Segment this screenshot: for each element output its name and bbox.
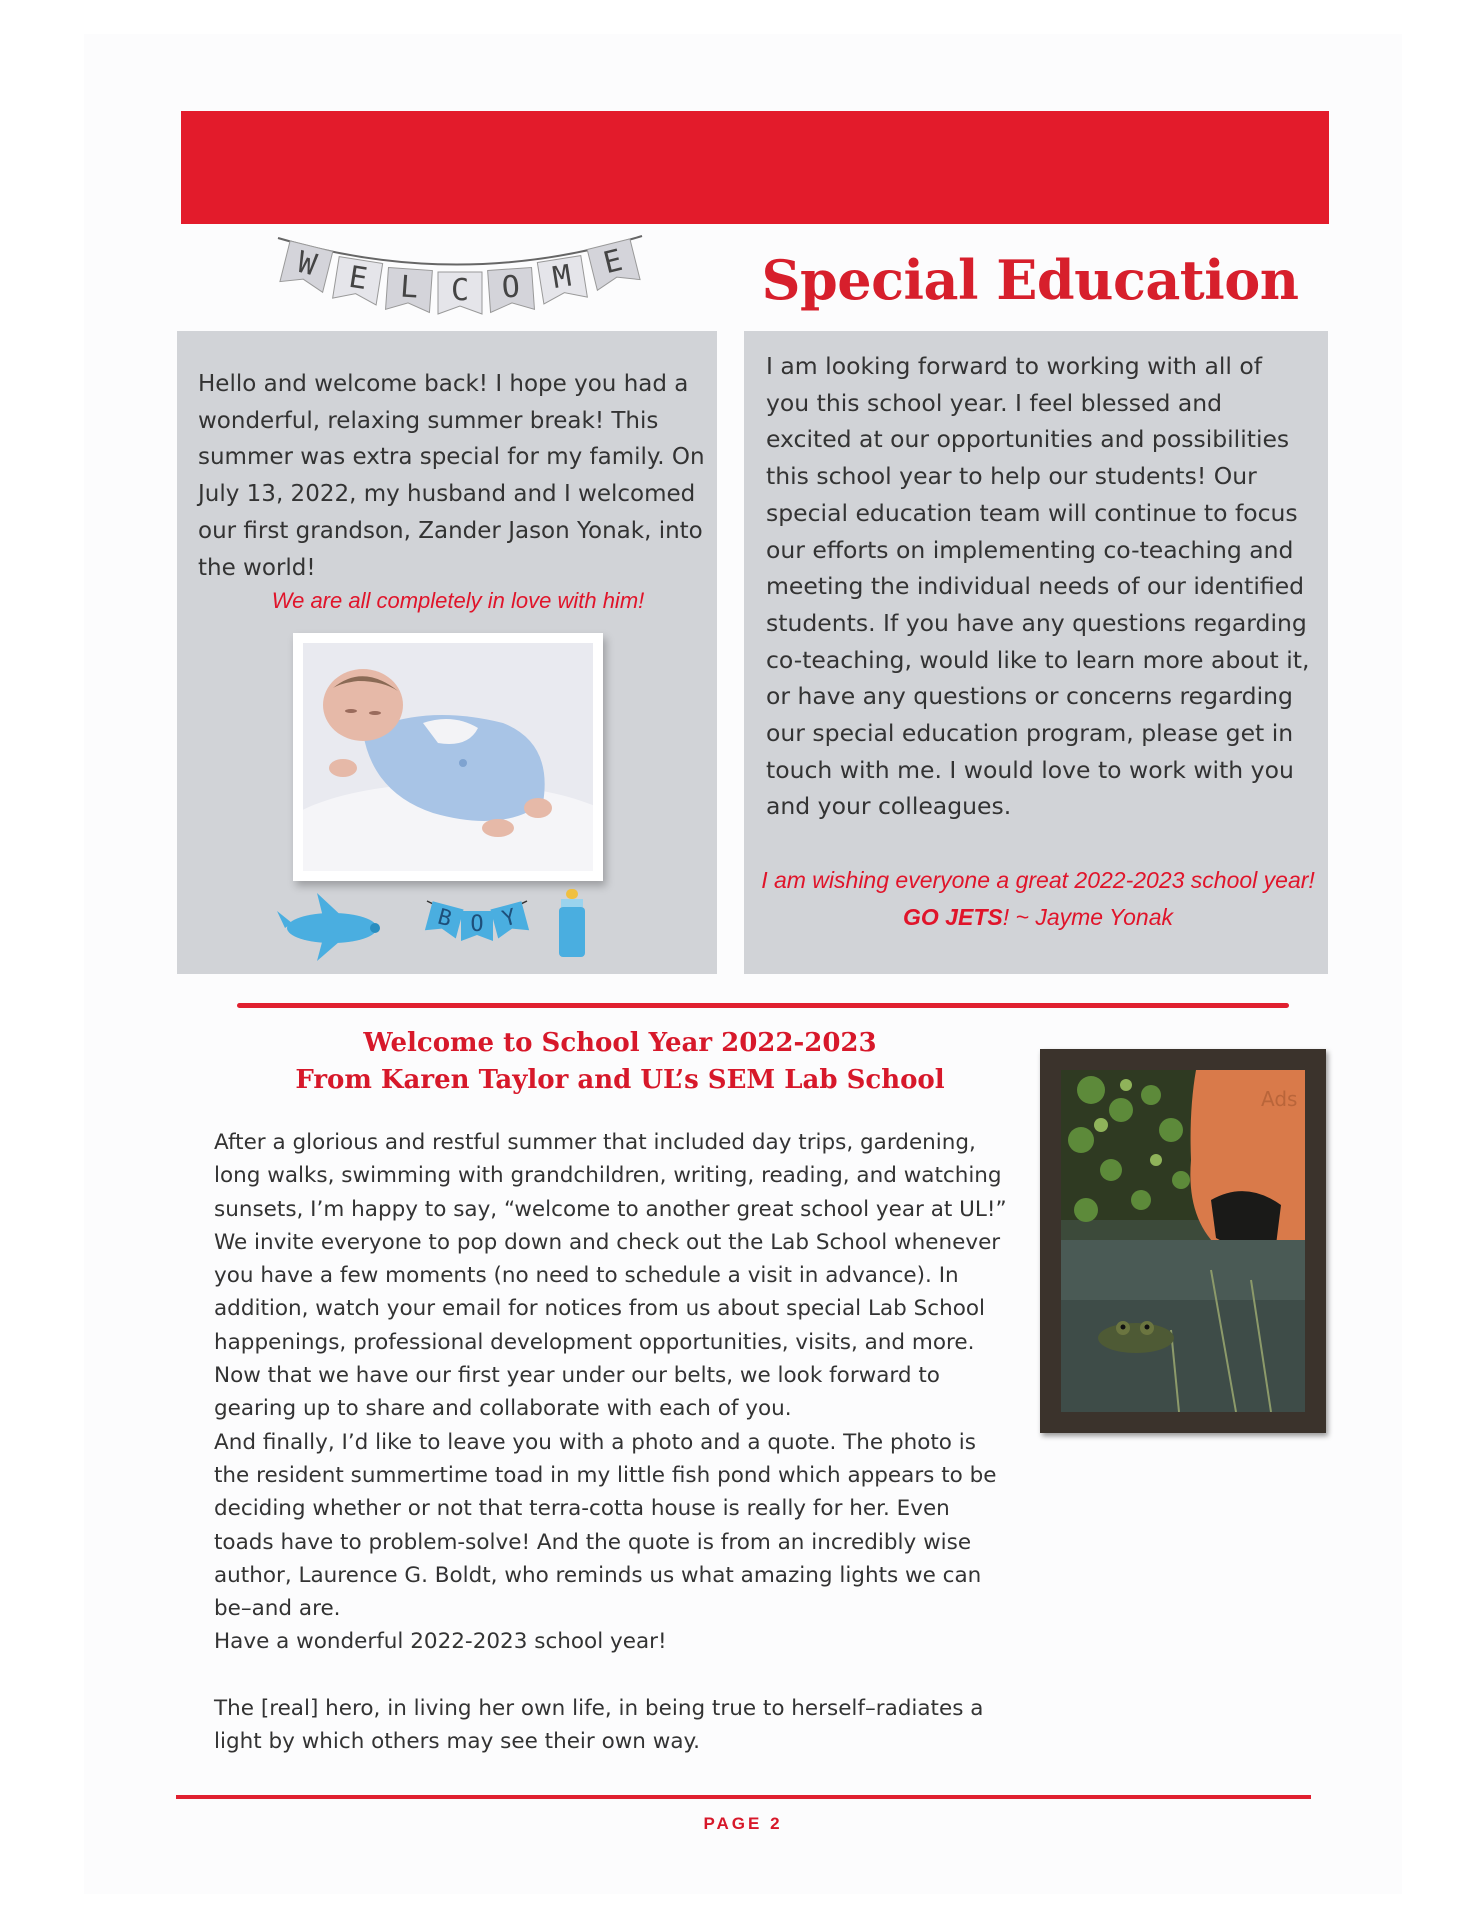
boy-letter: B — [434, 904, 455, 933]
banner-letter: E — [600, 242, 627, 282]
grandson-photo — [293, 633, 603, 881]
footer-divider — [176, 1795, 1311, 1799]
header-red-band — [181, 111, 1329, 224]
welcome-note: We are all completely in love with him! — [271, 588, 645, 613]
article-quote: The [real] hero, in living her own life, in being true to herself–radiates a light by which others may see their own way. — [214, 1695, 984, 1755]
banner-letter: W — [293, 244, 320, 284]
welcome-paragraph: Hello and welcome back! I hope you had a wonderful, relaxing summer break! This summer was extra special for my family. On July 13, 2022, my husband and I welcomed our first grandson, Zander Jason Yonak, into the world! — [198, 371, 705, 581]
signoff-author: ! ~ Jayme Yonak — [1002, 903, 1173, 930]
baby-bottle-icon — [559, 889, 585, 957]
toad-photo — [1061, 1070, 1305, 1412]
article-paragraph-1: After a glorious and restful summer that included day trips, gardening, long walks, swimming with grandchildren, writing, reading, and watching sunsets, I’m happy to say, “welcome to another great school year at UL!” We invite everyone to pop down and check out the Lab School whenever you have a few moments (no need to schedule a visit in advance). In addition, watch your email for notices from us about special Lab School happenings, professional development opportunities, visits, and more. Now that we have our first year under our belts, we look forward to gearing up to share and collaborate with each of you. — [214, 1130, 1007, 1422]
banner-letter: C — [450, 273, 470, 308]
boy-letter: Y — [499, 904, 520, 933]
boy-letter: O — [470, 912, 484, 937]
section-divider — [237, 1003, 1289, 1008]
special-ed-paragraph: I am looking forward to working with all of you this school year. I feel blessed and excited at our opportunities and possibilities this school year to help our students! Our special education team will continue to focus our efforts on implementing co-teaching and meeting the individual needs of our identified students. If you have any questions regarding co-teaching, would like to learn more about it, or have any questions or concerns regarding our special education program, please get in touch with me. I would love to work with you and your colleagues. — [766, 352, 1310, 821]
pot-text: Ads — [1261, 1087, 1298, 1111]
page-title: Special Education — [761, 248, 1299, 312]
special-ed-signoff — [760, 862, 1316, 935]
go-jets-text: GO JETS — [903, 903, 1003, 930]
page-number: PAGE 2 — [703, 1814, 783, 1833]
welcome-banner-graphic — [270, 232, 650, 322]
banner-letter: L — [398, 269, 420, 306]
welcome-banner — [270, 232, 650, 322]
article-title-line-1: Welcome to School Year 2022-2023 — [363, 1028, 877, 1058]
article-paragraph-3: Have a wonderful 2022-2023 school year! — [214, 1629, 667, 1655]
banner-letter: E — [346, 259, 370, 298]
article-title-line-2: From Karen Taylor and UL’s SEM Lab School — [295, 1065, 945, 1095]
article-title — [230, 1025, 1010, 1099]
boy-decoration — [277, 883, 617, 963]
toad-photo-frame — [1040, 1049, 1326, 1433]
baby-photo-image — [303, 643, 593, 871]
banner-letter: M — [550, 258, 574, 297]
article-paragraph-2: And finally, I’d like to leave you with a photo and a quote. The photo is the resident summertime toad in my little fish pond which appears to be deciding whether or not that terra-cotta house is really for her. Even toads have to problem-solve! And the quote is from an incredibly wise author, Laurence G. Boldt, who reminds us what amazing lights we can be–and are. — [214, 1429, 997, 1622]
banner-letter: O — [500, 269, 522, 306]
airplane-icon — [277, 893, 380, 961]
article-body — [214, 1126, 1014, 1758]
signoff-text: I am wishing everyone a great 2022-2023 school year! — [761, 867, 1315, 893]
